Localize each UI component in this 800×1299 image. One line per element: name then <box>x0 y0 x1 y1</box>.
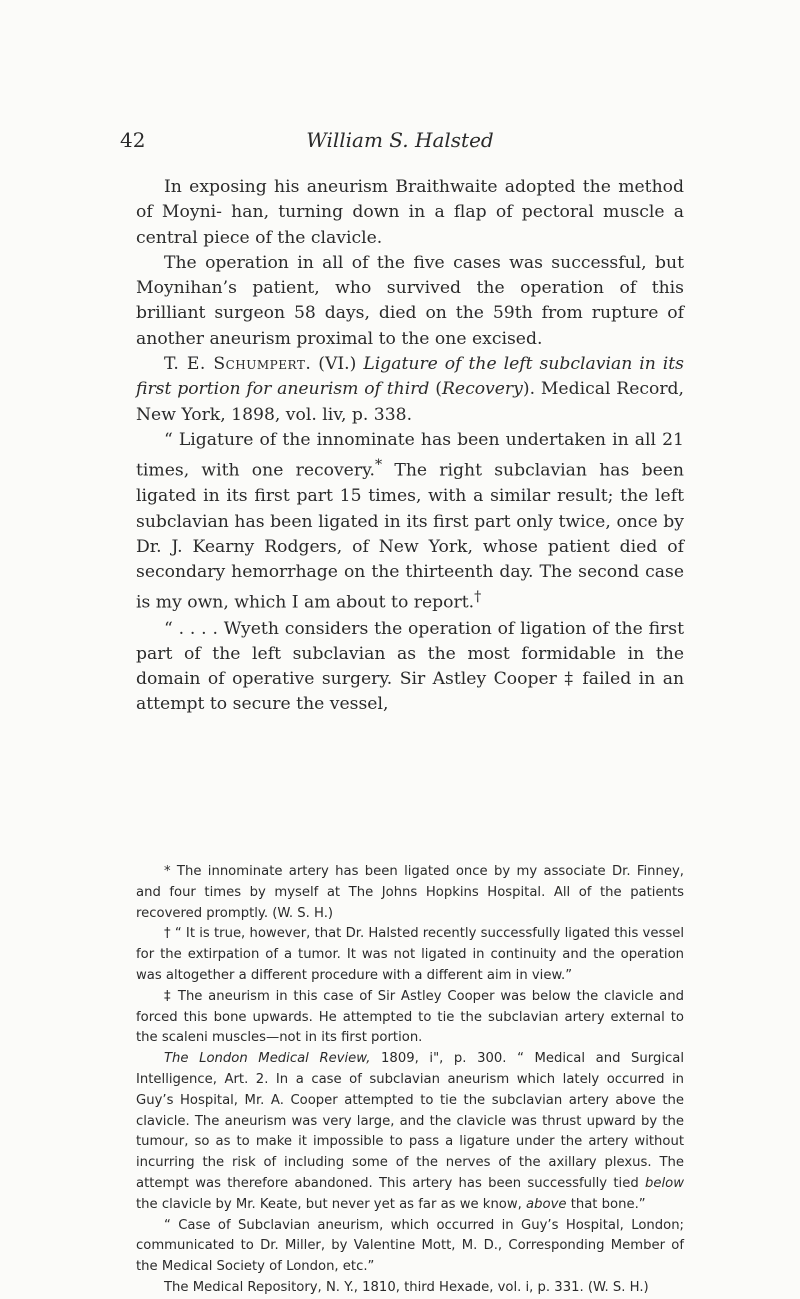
journal-title: The London Medical Review, <box>164 1051 371 1067</box>
review-text-a: 1809, i", p. 300. “ Medical and Surgical Intelligence, Art. 2. In a case of subclavian aneurism which lately occurred in Guy’s Hospital, Mr. A. Cooper attempted to tie the subclavian artery above the clavicle. The aneurism was very large, and the clavicle was thrust upward by the tumour, so as to make it impossible to pass a ligature under the artery without incurring the risk of including some of the nerves of the axillary plexus. The attempt was therefore abandoned. This artery has been successfully tied <box>136 1051 685 1191</box>
wyeth-text-b: failed in an attempt to secure the vessel, <box>136 669 685 715</box>
footnote-mark-asterisk: * <box>374 457 383 474</box>
footnote-mott-case: “ Case of Subclavian aneurism, which occurred in Guy’s Hospital, London; communicated to Dr. Miller, by Valentine Mott, M. D., Corresponding Member of the Medical Society of London, etc.” <box>136 1217 684 1275</box>
footnote-mark-double-dagger: ‡ <box>564 669 575 690</box>
citation-outcome-close: ). <box>522 379 536 400</box>
footnotes <box>136 862 684 1299</box>
footnote-asterisk: * The innominate artery has been ligated once by my associate Dr. Finney, and four times by myself at The Johns Hopkins Hospital. All of the patients recovered promptly. (W. S. H.) <box>136 864 684 921</box>
paragraph-wyeth-quote <box>136 617 684 718</box>
paragraph-ligature-quote <box>136 428 684 617</box>
paragraph-braithwaite: In exposing his aneurism Braithwaite adopted the method of Moyni- han, turning down in a flap of pectoral muscle a central piece of the clavicle. <box>136 177 684 248</box>
footnote-london-review <box>136 1049 684 1215</box>
citation-author: T. E. Schumpert. <box>164 354 312 375</box>
review-text-b: the clavicle by Mr. Keate, but never yet as far as we know, <box>136 1196 527 1212</box>
emphasis-below: below <box>644 1175 684 1191</box>
footnote-repository-citation: The Medical Repository, N. Y., 1810, third Hexade, vol. i, p. 331. (W. S. H.) <box>164 1279 649 1295</box>
quote-text-a: “ Ligature of the innominate has been undertaken in all 21 times, with one recovery. <box>136 429 684 481</box>
emphasis-above: above <box>526 1196 567 1212</box>
citation-outcome: Recovery <box>441 379 523 400</box>
review-text-c: that bone.” <box>566 1196 646 1212</box>
wyeth-text-a: “ . . . . Wyeth considers the operation of ligation of the first part of the left subclavian as the most formidable in the domain of operative surgery. Sir Astley Cooper <box>136 618 684 690</box>
citation-outcome-open: ( <box>435 379 442 400</box>
running-title: William S. Halsted <box>306 128 494 152</box>
body-text <box>136 175 684 718</box>
running-head <box>120 128 680 158</box>
quote-text-b: The right subclavian has been ligated in its first part 15 times, with a similar result; the left subclavian has been ligated in its first part only twice, once by Dr. J. Kearny Rodgers, of New York, whose patient died of secondary hemorrhage on the thirteenth day. The second case is my own, which I am about to report. <box>136 461 685 614</box>
page-number: 42 <box>120 128 146 152</box>
citation-source: Medical Record, New York, 1898, vol. liv, p. 338. <box>136 379 685 425</box>
citation-title: Ligature of the left subclavian in its first portion for aneurism of third <box>136 354 684 400</box>
citation-number: (VI.) <box>318 354 357 375</box>
footnote-mark-dagger: † <box>474 589 482 606</box>
footnote-dagger: † “ It is true, however, that Dr. Halsted recently successfully ligated this vessel for the extirpation of a tumor. It was not ligated in continuity and the operation was altogether a different procedure with a different aim in view.” <box>136 926 684 983</box>
paragraph-operation-results: The operation in all of the five cases was successful, but Moynihan’s patient, who survived the operation of this brilliant surgeon 58 days, died on the 59th from rupture of another aneurism proximal to the one excised. <box>136 252 684 349</box>
paragraph-schumpert-citation <box>136 352 684 428</box>
footnote-double-dagger: ‡ The aneurism in this case of Sir Astley Cooper was below the clavicle and forced this bone upwards. He attempted to tie the subclavian artery external to the scaleni muscles—not in its first portion. <box>136 988 684 1046</box>
